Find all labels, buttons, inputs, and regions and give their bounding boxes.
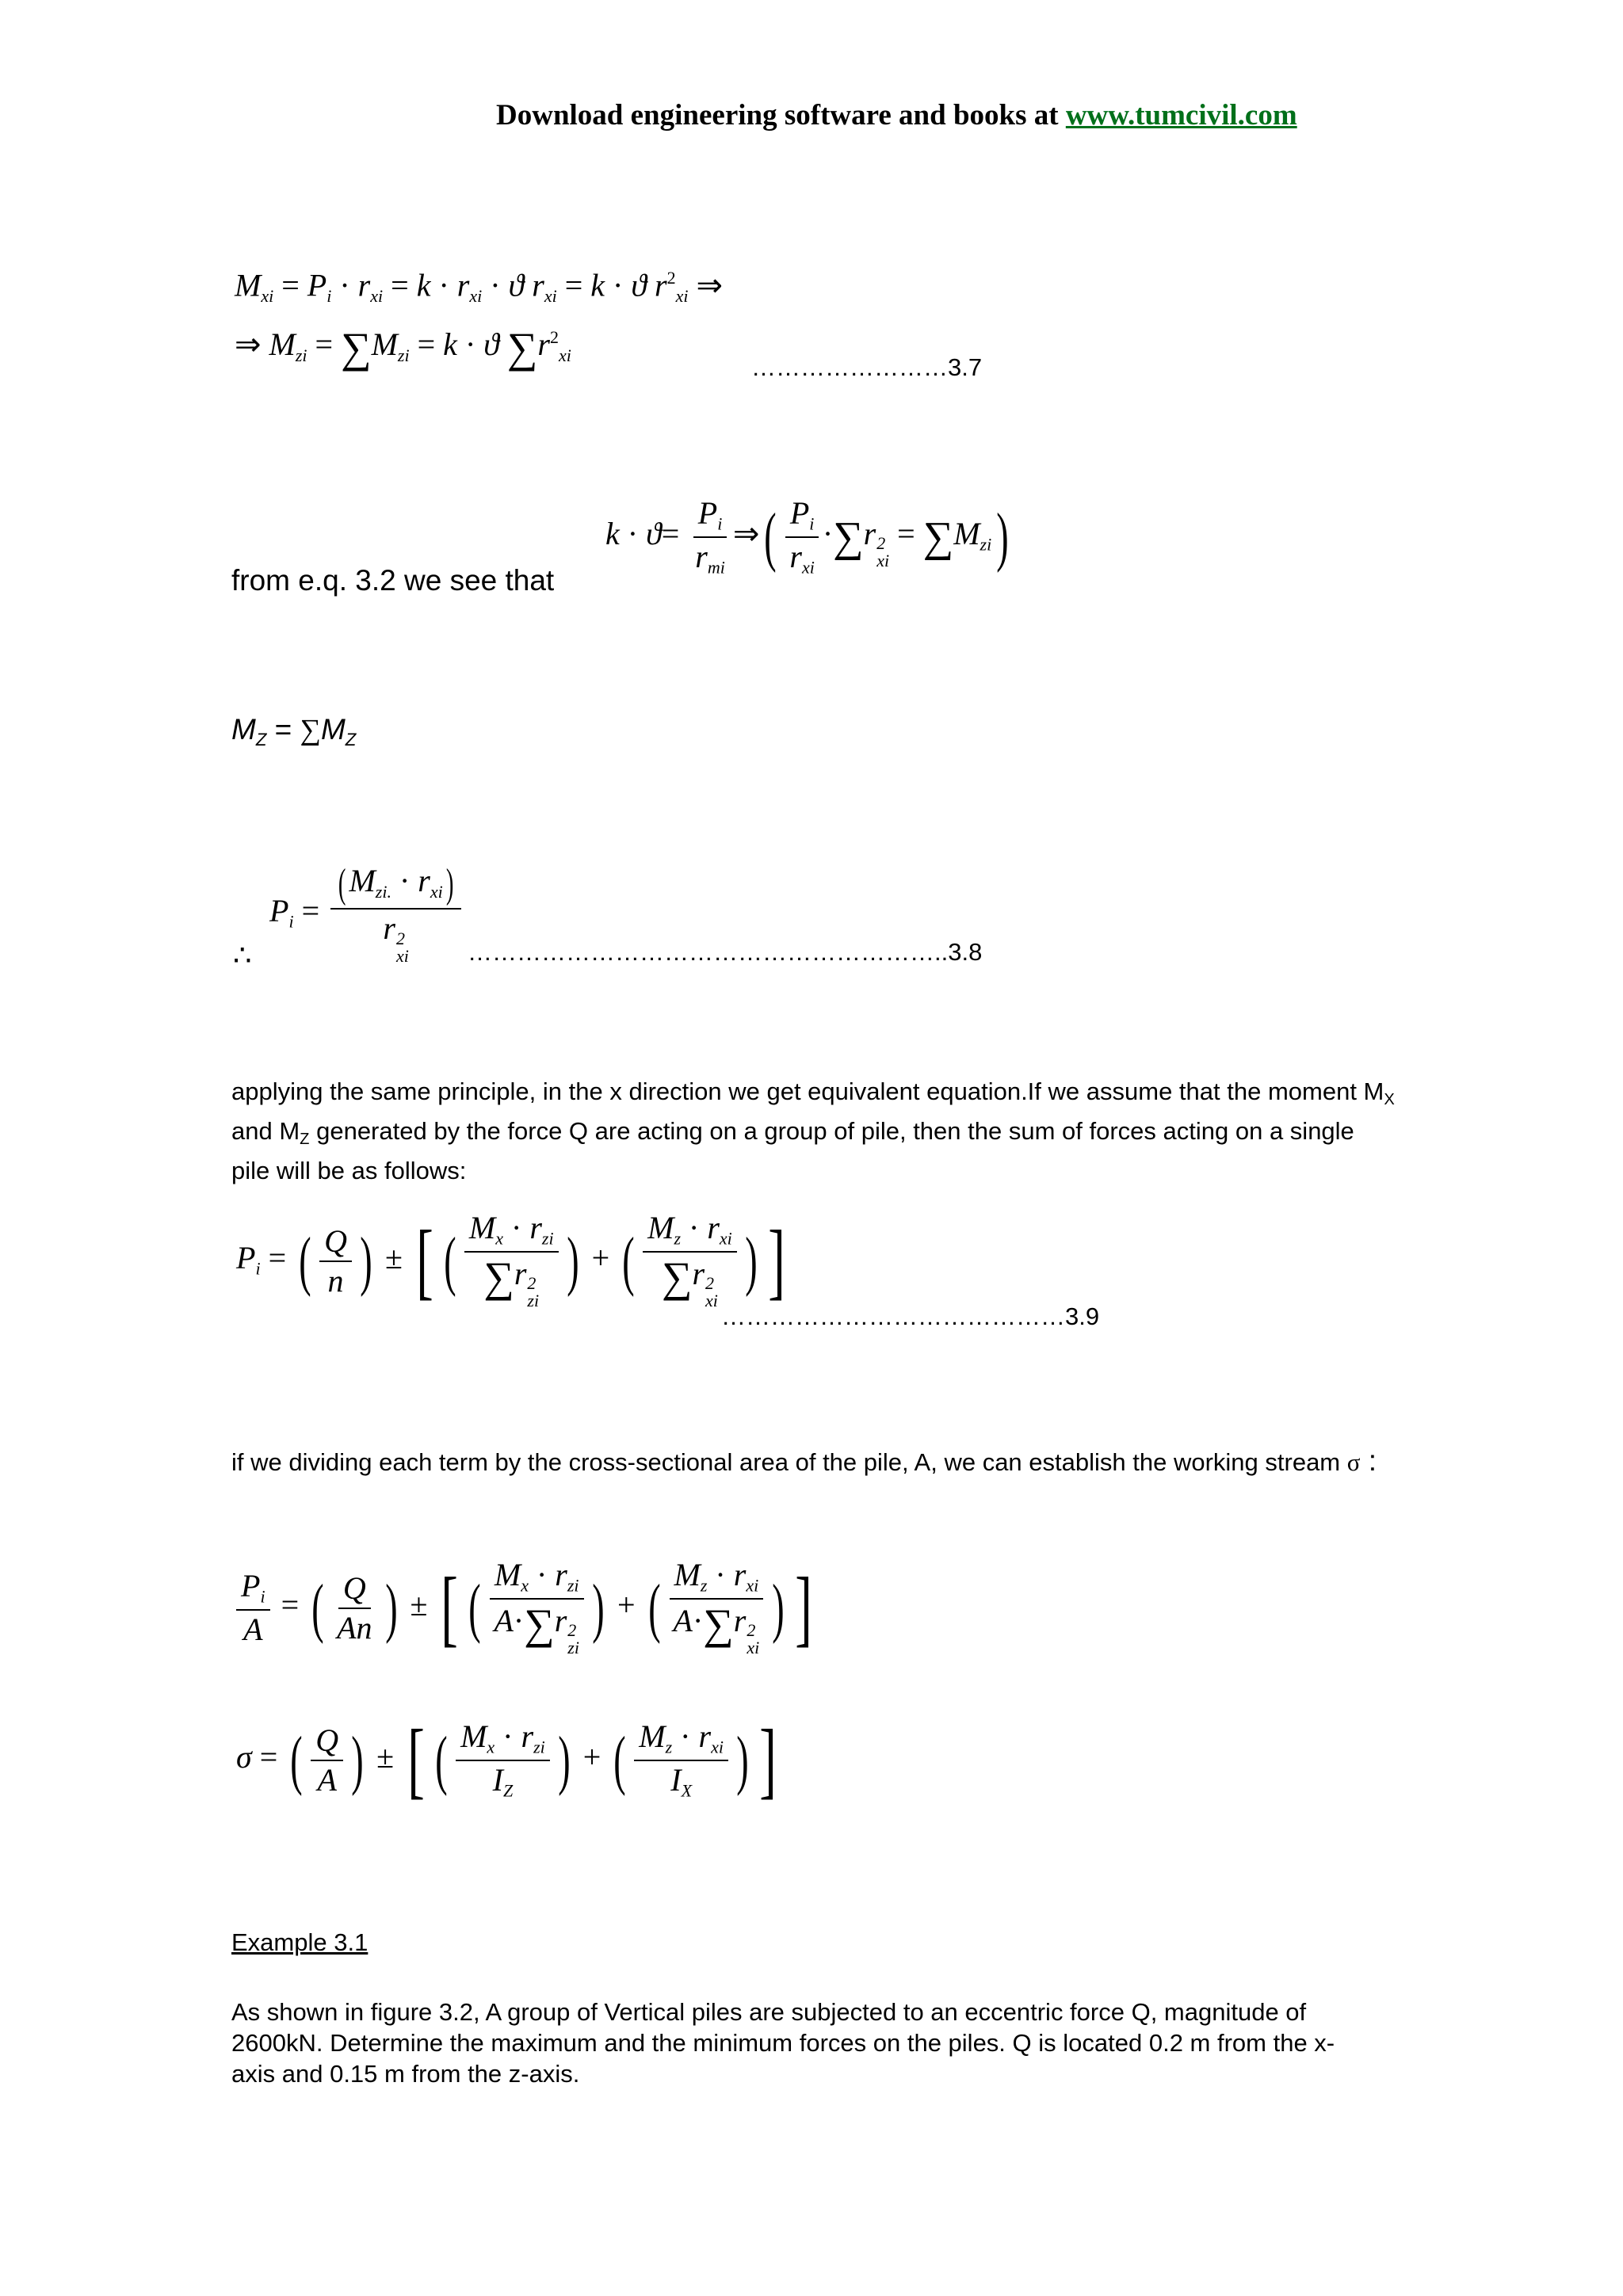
equation-3-9-number: ……………………………………3.9: [721, 1302, 1100, 1330]
from-eq-text: from e.q. 3.2 we see that: [231, 564, 555, 597]
mz-rhs-sub: Z: [345, 729, 357, 749]
equation-sigma: σ = ( $\frac{Q}{A}$ ) ± [ ( $\frac{M_x \cdot r_{zi}}{I_Z}$ ) + ( $\frac{M_z \cdot r_{xi}}{I_X}$ ) ]: [236, 1713, 777, 1807]
equation-3-9: $P_i$ = ( $\frac{Q}{n}$ ) ± [ ( $M_x \cdot r_{zi}$ ∑r 2 zi ) + ( $M_z \cdot r_{xi}$ ∑r 2 xi ) ]: [236, 1210, 785, 1311]
equation-3-7-line2: ⇒ $M_{zi} = \sum M_{zi} = k \cdot ϑ$ $\sum r^2_{xi}$: [235, 324, 571, 372]
equation-k-theta: k · ϑ= $\frac{P_i}{r_{mi}}$ ⇒( $\frac{P_i}{r_{xi}}$ ·∑r 2 xi = $\sum M_{zi}$): [605, 495, 1009, 578]
mz-lhs: M: [231, 713, 256, 746]
example-text: As shown in figure 3.2, A group of Vertical piles are subjected to an eccentric force Q, magnitude of 2600kN. Determine the maximum and the minimum forces on the piles. Q is located 0.2 m from the x-axis and 0.15 m from the z-axis.: [231, 1998, 1335, 2088]
paragraph-stress: if we dividing each term by the cross-sectional area of the pile, A, we can establish the working stream σ :: [231, 1444, 1377, 1477]
therefore-symbol: ∴: [233, 939, 252, 971]
mz-equals: =: [266, 713, 300, 746]
equation-3-7-line1: $M_{xi} = P_i \cdot r_{xi} = k \cdot r_{xi} \cdot ϑ$ $r_{xi} = k \cdot ϑ$ $r^2_{xi}$ ⇒: [235, 267, 723, 307]
mz-rhs: M: [320, 713, 346, 746]
header-text: Download engineering software and books at: [496, 99, 1066, 132]
equation-3-7-number: ……………………3.7: [751, 353, 983, 381]
page-header: [496, 98, 1297, 132]
header-link[interactable]: www.tumcivil.com: [1065, 99, 1297, 132]
mz-lhs-sub: Z: [255, 729, 267, 749]
example-heading: Example 3.1: [231, 1928, 369, 1956]
equation-3-8: $P_i$ = $(M_{zi.} \cdot r_{xi})$ r 2 xi: [269, 864, 464, 965]
equation-pi-over-a: $\frac{P_i}{A}$ = ( $\frac{Q}{An}$ ) ± [ ( $M_x \cdot r_{zi}$ A·∑r 2 zi ) + ( $M_z \cdot r_{xi}$ A·∑r 2 xi ) ]: [236, 1559, 818, 1657]
mz-equation: [231, 713, 356, 750]
sum-symbol: ∑: [300, 714, 321, 746]
equation-3-8-number: …………………………………………………..3.8: [468, 938, 983, 966]
paragraph-principle: applying the same principle, in the x direction we get equivalent equation.If we assume that the moment MX and MZ generated by the force Q are acting on a group of pile, then the sum of forces acting on a single pile will be as follows:: [231, 1077, 1395, 1185]
